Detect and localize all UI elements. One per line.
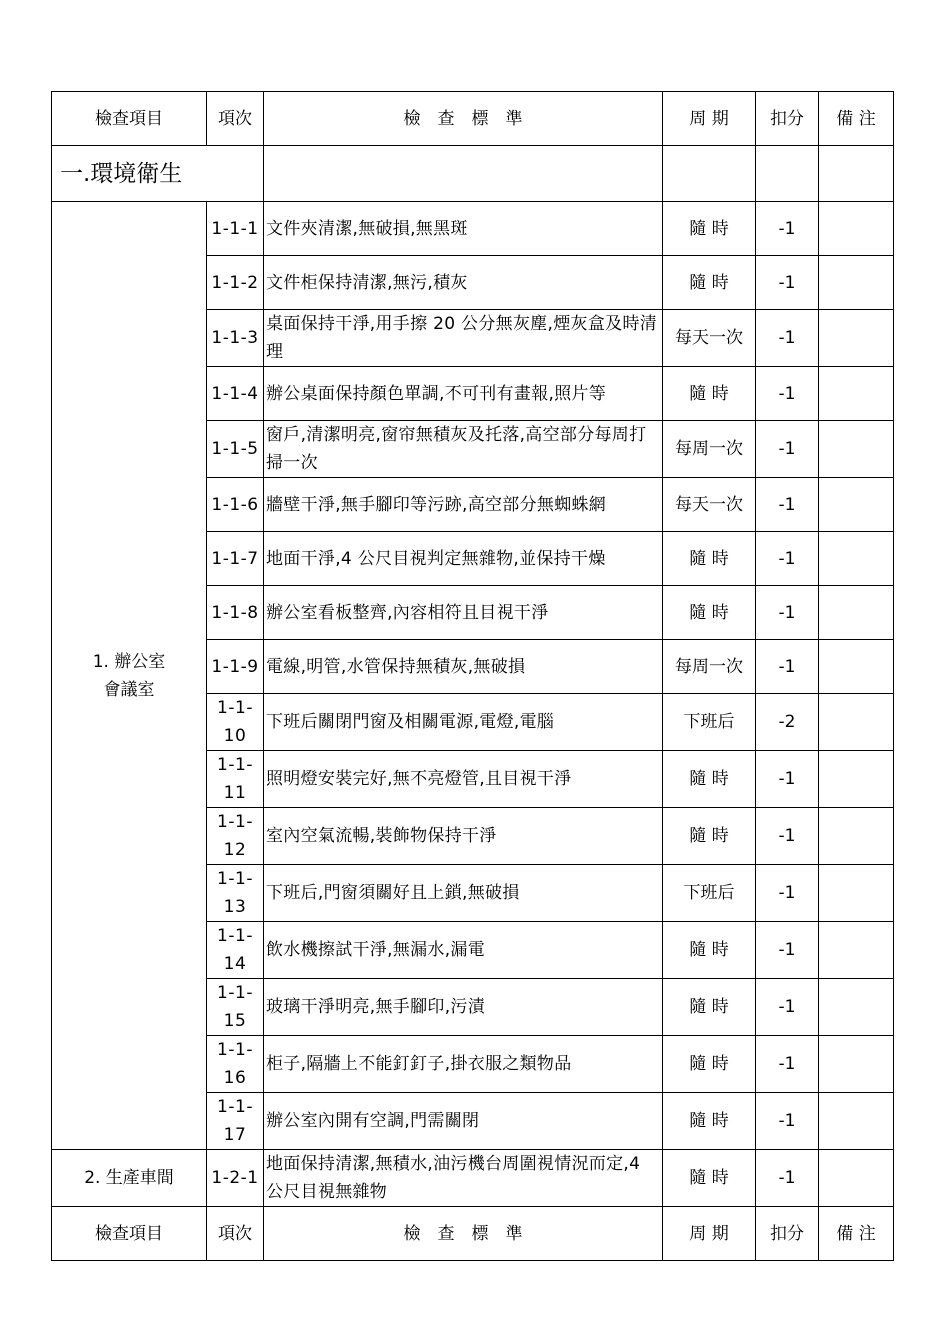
item-deduct: -1 bbox=[756, 421, 819, 478]
item-deduct: -1 bbox=[756, 979, 819, 1036]
item-no: 1-1-11 bbox=[207, 751, 264, 808]
item-standard: 文件柜保持清潔,無污,積灰 bbox=[264, 256, 663, 310]
item-no: 1-1-6 bbox=[207, 478, 264, 532]
item-deduct: -2 bbox=[756, 694, 819, 751]
item-cycle: 隨 時 bbox=[663, 922, 756, 979]
item-remark bbox=[819, 1036, 894, 1093]
item-remark bbox=[819, 751, 894, 808]
item-no: 1-1-14 bbox=[207, 922, 264, 979]
header-standard: 檢 查 標 準 bbox=[264, 1207, 663, 1261]
header-item-no: 項次 bbox=[207, 92, 264, 146]
item-cycle: 隨 時 bbox=[663, 1036, 756, 1093]
section-empty-remark bbox=[819, 146, 894, 202]
header-standard: 檢 查 標 準 bbox=[264, 92, 663, 146]
item-deduct: -1 bbox=[756, 367, 819, 421]
item-standard: 辦公室看板整齊,內容相符且目視干淨 bbox=[264, 586, 663, 640]
item-standard: 玻璃干淨明亮,無手腳印,污漬 bbox=[264, 979, 663, 1036]
item-remark bbox=[819, 808, 894, 865]
header-cycle: 周 期 bbox=[663, 92, 756, 146]
header-deduct: 扣分 bbox=[756, 92, 819, 146]
item-cycle: 隨 時 bbox=[663, 367, 756, 421]
item-standard: 辦公桌面保持顏色單調,不可刊有畫報,照片等 bbox=[264, 367, 663, 421]
item-cycle: 隨 時 bbox=[663, 1093, 756, 1150]
item-remark bbox=[819, 202, 894, 256]
category-workshop: 2. 生產車間 bbox=[52, 1150, 207, 1207]
item-remark bbox=[819, 865, 894, 922]
item-no: 1-1-15 bbox=[207, 979, 264, 1036]
header-remark: 備 注 bbox=[819, 1207, 894, 1261]
table-row bbox=[52, 1150, 894, 1207]
item-no: 1-1-1 bbox=[207, 202, 264, 256]
section-row bbox=[52, 146, 894, 202]
section-empty-deduct bbox=[756, 146, 819, 202]
item-standard: 電線,明管,水管保持無積灰,無破損 bbox=[264, 640, 663, 694]
item-no: 1-1-8 bbox=[207, 586, 264, 640]
item-remark bbox=[819, 310, 894, 367]
item-no: 1-1-5 bbox=[207, 421, 264, 478]
header-deduct: 扣分 bbox=[756, 1207, 819, 1261]
header-row-bottom bbox=[52, 1207, 894, 1261]
item-deduct: -1 bbox=[756, 751, 819, 808]
item-remark bbox=[819, 1150, 894, 1207]
item-standard: 地面干淨,4 公尺目視判定無雜物,並保持干燥 bbox=[264, 532, 663, 586]
item-deduct: -1 bbox=[756, 808, 819, 865]
item-deduct: -1 bbox=[756, 640, 819, 694]
item-cycle: 隨 時 bbox=[663, 979, 756, 1036]
item-deduct: -1 bbox=[756, 865, 819, 922]
section-title: 一.環境衛生 bbox=[52, 146, 264, 202]
item-cycle: 每周一次 bbox=[663, 640, 756, 694]
item-remark bbox=[819, 922, 894, 979]
header-item-no: 項次 bbox=[207, 1207, 264, 1261]
item-cycle: 下班后 bbox=[663, 865, 756, 922]
item-cycle: 隨 時 bbox=[663, 808, 756, 865]
item-cycle: 隨 時 bbox=[663, 586, 756, 640]
item-deduct: -1 bbox=[756, 922, 819, 979]
item-standard: 飲水機擦試干淨,無漏水,漏電 bbox=[264, 922, 663, 979]
item-remark bbox=[819, 979, 894, 1036]
item-deduct: -1 bbox=[756, 1036, 819, 1093]
header-remark: 備 注 bbox=[819, 92, 894, 146]
item-standard: 下班后關閉門窗及相關電源,電燈,電腦 bbox=[264, 694, 663, 751]
item-remark bbox=[819, 640, 894, 694]
section-empty-cycle bbox=[663, 146, 756, 202]
item-remark bbox=[819, 586, 894, 640]
item-standard: 牆壁干淨,無手腳印等污跡,高空部分無蜘蛛網 bbox=[264, 478, 663, 532]
item-no: 1-1-9 bbox=[207, 640, 264, 694]
item-no: 1-1-17 bbox=[207, 1093, 264, 1150]
category-office-line1: 1. 辦公室 bbox=[92, 651, 166, 672]
item-standard: 桌面保持干淨,用手擦 20 公分無灰塵,煙灰盒及時清理 bbox=[264, 310, 663, 367]
item-remark bbox=[819, 256, 894, 310]
item-deduct: -1 bbox=[756, 1093, 819, 1150]
item-no: 1-2-1 bbox=[207, 1150, 264, 1207]
item-deduct: -1 bbox=[756, 202, 819, 256]
item-standard: 文件夾清潔,無破損,無黑斑 bbox=[264, 202, 663, 256]
header-category: 檢查項目 bbox=[52, 92, 207, 146]
header-row-top bbox=[52, 92, 894, 146]
item-remark bbox=[819, 694, 894, 751]
item-cycle: 每周一次 bbox=[663, 421, 756, 478]
item-no: 1-1-2 bbox=[207, 256, 264, 310]
item-remark bbox=[819, 1093, 894, 1150]
item-cycle: 隨 時 bbox=[663, 256, 756, 310]
inspection-table bbox=[51, 91, 894, 1261]
item-no: 1-1-7 bbox=[207, 532, 264, 586]
item-standard: 窗戶,清潔明亮,窗帘無積灰及托落,高空部分每周打掃一次 bbox=[264, 421, 663, 478]
table-row bbox=[52, 202, 894, 256]
item-remark bbox=[819, 421, 894, 478]
item-cycle: 隨 時 bbox=[663, 532, 756, 586]
section-empty-standard bbox=[264, 146, 663, 202]
item-remark bbox=[819, 478, 894, 532]
item-standard: 室內空氣流暢,裝飾物保持干淨 bbox=[264, 808, 663, 865]
item-standard: 柜子,隔牆上不能釘釘子,掛衣服之類物品 bbox=[264, 1036, 663, 1093]
item-deduct: -1 bbox=[756, 478, 819, 532]
item-standard: 下班后,門窗須關好且上鎖,無破損 bbox=[264, 865, 663, 922]
item-no: 1-1-10 bbox=[207, 694, 264, 751]
item-standard: 地面保持清潔,無積水,油污機台周圍視情況而定,4 公尺目視無雜物 bbox=[264, 1150, 663, 1207]
item-cycle: 下班后 bbox=[663, 694, 756, 751]
item-standard: 照明燈安裝完好,無不亮燈管,且目視干淨 bbox=[264, 751, 663, 808]
header-category: 檢查項目 bbox=[52, 1207, 207, 1261]
item-cycle: 隨 時 bbox=[663, 751, 756, 808]
item-deduct: -1 bbox=[756, 1150, 819, 1207]
item-remark bbox=[819, 532, 894, 586]
item-deduct: -1 bbox=[756, 586, 819, 640]
item-standard: 辦公室內開有空調,門需關閉 bbox=[264, 1093, 663, 1150]
category-office-line2: 會議室 bbox=[103, 679, 155, 700]
item-no: 1-1-3 bbox=[207, 310, 264, 367]
item-deduct: -1 bbox=[756, 256, 819, 310]
item-cycle: 隨 時 bbox=[663, 202, 756, 256]
item-no: 1-1-16 bbox=[207, 1036, 264, 1093]
item-deduct: -1 bbox=[756, 532, 819, 586]
item-no: 1-1-12 bbox=[207, 808, 264, 865]
item-cycle: 每天一次 bbox=[663, 478, 756, 532]
item-no: 1-1-13 bbox=[207, 865, 264, 922]
item-deduct: -1 bbox=[756, 310, 819, 367]
category-office bbox=[52, 202, 207, 1150]
item-no: 1-1-4 bbox=[207, 367, 264, 421]
item-remark bbox=[819, 367, 894, 421]
item-cycle: 每天一次 bbox=[663, 310, 756, 367]
header-cycle: 周 期 bbox=[663, 1207, 756, 1261]
item-cycle: 隨 時 bbox=[663, 1150, 756, 1207]
